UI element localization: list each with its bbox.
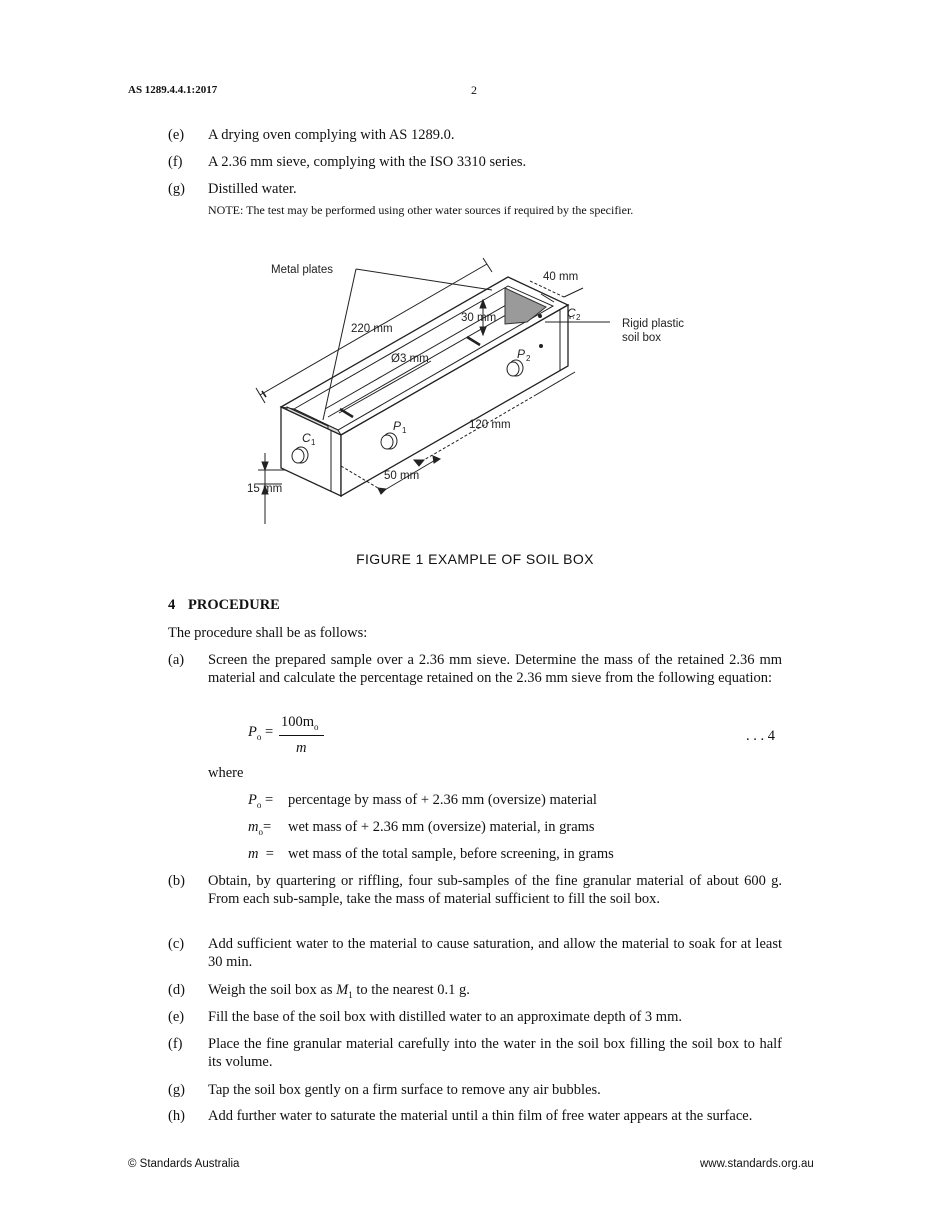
list-label: (e) — [168, 127, 185, 143]
list-label: (g) — [168, 1082, 185, 1098]
list-label: (c) — [168, 936, 185, 952]
label-dim-30: 30 mm — [461, 312, 497, 324]
list-item-text: Tap the soil box gently on a firm surface to remove any air bubbles. — [208, 1082, 601, 1098]
list-label: (a) — [168, 652, 185, 668]
label-p2: P — [517, 347, 526, 361]
list-label: (e) — [168, 1009, 185, 1025]
label-dim-220: 220 mm — [351, 323, 393, 335]
definition-text: percentage by mass of + 2.36 mm (oversize) material — [288, 792, 597, 808]
definition-symbol: $P_o$ = — [248, 792, 274, 810]
label-p1-sub: 1 — [402, 426, 407, 435]
label-soil-box: soil box — [622, 332, 661, 344]
definition-symbol: $m_o=$ — [248, 819, 272, 837]
label-dim-50: 50 mm — [384, 470, 420, 482]
where-label: where — [208, 765, 244, 781]
list-label: (d) — [168, 982, 185, 998]
note: NOTE: The test may be performed using other water sources if required by the specifier. — [208, 203, 634, 217]
list-item-text: Weigh the soil box as $M_1$ to the nearest 0.1 g. — [208, 982, 470, 1000]
soil-box-figure — [0, 0, 950, 560]
list-item-text: Obtain, by quartering or riffling, four sub-samples of the fine granular material of about 600 g. From each sub-sample, take the mass of material sufficient to fill the soil box. — [208, 873, 782, 907]
list-item-text: Add further water to saturate the material until a thin film of free water appears at the surface. — [208, 1108, 753, 1124]
label-dim-15: 15 mm — [247, 483, 283, 495]
label-dim-40: 40 mm — [543, 271, 579, 283]
label-metal-plates: Metal plates — [271, 264, 334, 276]
list-label: (f) — [168, 1036, 183, 1052]
definition-symbol: m = — [248, 846, 274, 862]
label-c1: C — [302, 431, 311, 445]
list-item-text: Place the fine granular material carefully into the water in the soil box filling the soil box to half its volume. — [208, 1036, 782, 1070]
footer-website-link[interactable]: www.standards.org.au — [700, 1158, 814, 1170]
footer-copyright: © Standards Australia — [128, 1158, 240, 1170]
label-dim-dia3: Ø3 mm — [391, 353, 429, 365]
label-dim-120: 120 mm — [469, 419, 511, 431]
definition-text: wet mass of + 2.36 mm (oversize) material, in grams — [288, 819, 595, 835]
list-item-text: Screen the prepared sample over a 2.36 mm sieve. Determine the mass of the retained 2.36 mm material and calculate the percentage retained on the 2.36 mm sieve from the following equation: — [208, 652, 782, 686]
list-item-text: A drying oven complying with AS 1289.0. — [208, 127, 455, 143]
equation-denominator: m — [296, 740, 307, 756]
list-label: (h) — [168, 1108, 185, 1124]
figure-caption: FIGURE 1 EXAMPLE OF SOIL BOX — [356, 551, 594, 567]
label-c1-sub: 1 — [311, 438, 316, 447]
fraction-bar — [279, 735, 324, 736]
section-title: PROCEDURE — [188, 597, 280, 613]
list-item-text: Distilled water. — [208, 181, 297, 197]
list-label: (f) — [168, 154, 183, 170]
equation-numerator: $100m_o$ — [281, 714, 319, 732]
equation-lhs: $P_o$ = — [248, 724, 274, 742]
section-number: 4 — [168, 597, 176, 613]
list-label: (g) — [168, 181, 185, 197]
list-item-text: Add sufficient water to the material to cause saturation, and allow the material to soak for at least 30 min. — [208, 936, 782, 970]
list-label: (b) — [168, 873, 185, 889]
label-c2: C — [567, 306, 576, 320]
label-rigid-plastic: Rigid plastic — [622, 318, 684, 330]
section-intro: The procedure shall be as follows: — [168, 625, 368, 641]
page-number: 2 — [471, 83, 477, 97]
list-item-text: A 2.36 mm sieve, complying with the ISO 3310 series. — [208, 154, 527, 170]
list-item-text: Fill the base of the soil box with distilled water to an approximate depth of 3 mm. — [208, 1009, 682, 1025]
label-p2-sub: 2 — [526, 354, 531, 363]
label-c2-sub: 2 — [576, 313, 581, 322]
equation-number: . . . 4 — [746, 728, 775, 744]
standard-number: AS 1289.4.4.1:2017 — [128, 84, 218, 96]
definition-text: wet mass of the total sample, before screening, in grams — [288, 846, 614, 862]
label-p1: P — [393, 419, 402, 433]
